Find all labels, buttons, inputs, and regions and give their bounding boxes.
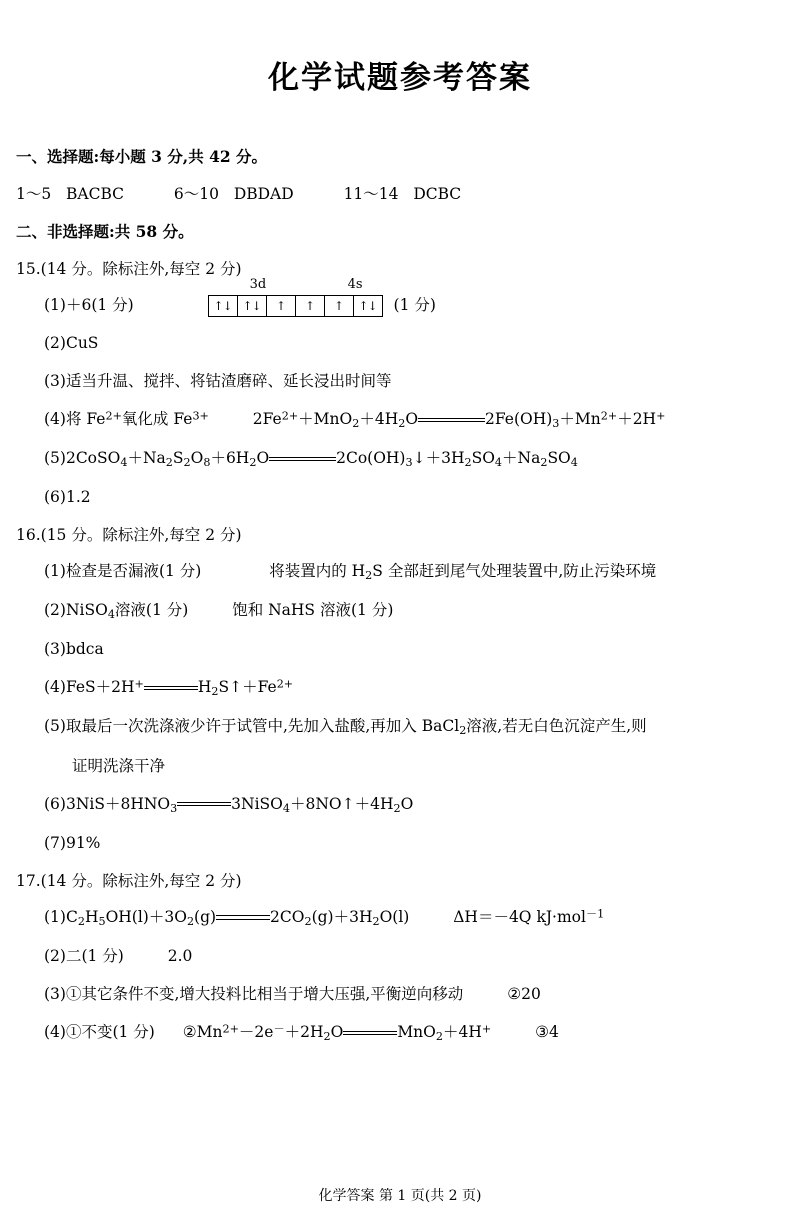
equation-double-bar bbox=[269, 446, 336, 470]
q16-p6d: O bbox=[400, 794, 414, 813]
answer-sheet-page bbox=[0, 52, 800, 1219]
equation-double-bar bbox=[144, 675, 198, 699]
mcq-range-3: 11～14 bbox=[343, 185, 399, 204]
q15-p5-na: ＋Na bbox=[127, 449, 166, 468]
q16-part-7 bbox=[16, 831, 776, 855]
orbital-cell: ↑ bbox=[267, 296, 296, 316]
q15-p4-eq-mn: ＋Mn bbox=[559, 410, 601, 429]
mcq-letters-2: DBDAD bbox=[233, 185, 294, 204]
equation-double-bar bbox=[418, 407, 485, 431]
q17-p2a: (2)二(1 分) bbox=[44, 946, 124, 965]
mcq-range-1: 1～5 bbox=[16, 185, 52, 204]
q15-p4b: 氧化成 Fe bbox=[121, 410, 193, 429]
q16-p2a: (2)NiSO bbox=[44, 601, 108, 620]
q16-part-1: (1)检查是否漏液(1 分) 将装置内的 $H_2S$ 全部赶到尾气处理装置中,防止污染环境 bbox=[44, 562, 657, 583]
precipitate-arrow-icon: ↓ bbox=[412, 449, 426, 468]
q16-part-6: $(6)3NiS+8HNO_3$ $3NiSO_4+8NO↑+4H_2O$ bbox=[16, 792, 776, 817]
orbital-cell: ↑↓ bbox=[358, 299, 377, 314]
orbital-diagram bbox=[208, 276, 383, 317]
q15-p4-eq-water: ＋4H bbox=[359, 410, 399, 429]
q17-part-1: $(1)C_2H_5OH(l)+3O_2(g)$ $2CO_2(g)+3H_2O(l)$ ΔH＝－4Q kJ·mol$^{-1}$ bbox=[16, 905, 776, 930]
q15-p5-h2so4: ＋3H bbox=[425, 449, 465, 468]
q15-part-3 bbox=[16, 369, 776, 393]
q16-p4a: (4)FeS＋2H bbox=[44, 678, 135, 697]
q16-part-2: (2)NiSO$_4$溶液(1 分) 饱和 NaHS 溶液(1 分) bbox=[44, 601, 394, 622]
q17-p1c: OH(l)＋3O bbox=[105, 907, 187, 926]
orbital-label-3d: 3d bbox=[249, 276, 267, 292]
question-16-heading: 16.(15 分。除标注外,每空 2 分) bbox=[16, 526, 242, 545]
mcq-answer-row bbox=[16, 182, 776, 206]
q15-p5-o: O bbox=[190, 449, 204, 468]
q15-part-1 bbox=[16, 276, 776, 317]
q17-p1d: (g) bbox=[194, 907, 217, 926]
q16-p6b: 3NiSO bbox=[231, 794, 283, 813]
q17-part-4: (4)①不变(1 分) $②Mn^{2+}-2e^-+2H_2O$ MnO$_2$＋4H+ ③4 bbox=[16, 1020, 776, 1045]
q17-p1i: －1 bbox=[585, 906, 605, 920]
q17-p3b: ②20 bbox=[507, 984, 541, 1003]
q15-p3-text: (3)适当升温、搅拌、将钴渣磨碎、延长浸出时间等 bbox=[44, 372, 392, 391]
q17-p4f: MnO bbox=[397, 1022, 436, 1041]
q16-p2c: 饱和 NaHS 溶液(1 分) bbox=[232, 601, 394, 620]
q16-p2b: 溶液(1 分) bbox=[114, 601, 189, 620]
q15-p5-s: S bbox=[172, 449, 184, 468]
orbital-boxes bbox=[208, 295, 383, 317]
q15-p5-na2so4: ＋Na bbox=[502, 449, 541, 468]
q15-p4-eq-right: 2Fe(OH) bbox=[485, 410, 553, 429]
q16-p3-text: (3)bdca bbox=[44, 640, 104, 659]
question-17-heading: 17.(14 分。除标注外,每空 2 分) bbox=[16, 871, 242, 890]
q15-part-4: (4)将 $Fe^{2+}$氧化成 $Fe^{3+}$ $2Fe^{2+}+MnO_2+4H_2O$ $2Fe(OH)_3+Mn^{2+}+2H^+$ bbox=[16, 407, 776, 432]
orbital-cell: ↑ bbox=[325, 296, 354, 316]
q15-p1-prefix: (1)＋6(1 分) bbox=[44, 296, 134, 315]
q17-p4e: O bbox=[330, 1022, 344, 1041]
q16-p1c: S 全部赶到尾气处理装置中,防止污染环境 bbox=[372, 562, 657, 581]
q15-p5-left: (5)2CoSO bbox=[44, 449, 121, 468]
q15-p4-eq-h: ＋2H bbox=[617, 410, 657, 429]
q16-p6a: (6)3NiS＋8HNO bbox=[44, 794, 171, 813]
q16-p1b: 将装置内的 H bbox=[269, 562, 366, 581]
q15-p5-right: 2Co(OH) bbox=[336, 449, 406, 468]
q17-part-2 bbox=[16, 944, 776, 968]
orbital-cell: ↑ bbox=[296, 296, 325, 316]
mcq-letters-3: DCBC bbox=[413, 185, 462, 204]
page-footer: 化学答案 第 1 页(共 2 页) bbox=[318, 1188, 482, 1204]
q15-p5-so4: SO bbox=[471, 449, 495, 468]
equation-double-bar bbox=[343, 1020, 397, 1044]
question-15-heading: 15.(14 分。除标注外,每空 2 分) bbox=[16, 260, 242, 279]
q17-p4b: ②Mn bbox=[182, 1022, 223, 1041]
q17-p1a: (1)C bbox=[44, 907, 78, 926]
q17-p1b: H bbox=[84, 907, 99, 926]
q16-part-4: (4)FeS＋2H+ $H_2S↑+Fe^{2+}$ bbox=[16, 675, 776, 700]
section-2-heading: 二、非选择题:共 58 分。 bbox=[16, 222, 194, 242]
q17-p1e: 2CO bbox=[270, 907, 305, 926]
orbital-cell: ↑↓ bbox=[209, 296, 238, 316]
q16-part-3 bbox=[16, 637, 776, 661]
equation-double-bar bbox=[216, 905, 270, 929]
q17-p4c: －2e bbox=[238, 1022, 274, 1041]
orbital-label-4s: 4s bbox=[347, 276, 363, 292]
q17-p4h: ③4 bbox=[535, 1022, 559, 1041]
q17-p1g: O(l) bbox=[379, 907, 410, 926]
q17-p1f: (g)＋3H bbox=[311, 907, 373, 926]
answer-body bbox=[0, 145, 800, 1045]
q16-p1a: (1)检查是否漏液(1 分) bbox=[44, 562, 202, 581]
q15-p4-eq-o: O bbox=[405, 410, 419, 429]
q15-p5-water: ＋6H bbox=[210, 449, 250, 468]
q16-p4c: S↑＋Fe bbox=[218, 678, 277, 697]
q15-p1-suffix: (1 分) bbox=[393, 296, 436, 315]
section-1-heading: 一、选择题:每小题 3 分,共 42 分。 bbox=[16, 147, 268, 166]
q17-part-3 bbox=[16, 982, 776, 1006]
q16-p6c: ＋8NO↑＋4H bbox=[290, 794, 394, 813]
q16-p5a: (5)取最后一次洗涤液少许于试管中,先加入盐酸,再加入 BaCl bbox=[44, 717, 460, 736]
q17-p2b: 2.0 bbox=[167, 946, 193, 965]
q15-p2-text: (2)CuS bbox=[44, 334, 99, 353]
orbital-cell: ↑↓ bbox=[238, 296, 267, 316]
q16-part-5: (5)取最后一次洗涤液少许于试管中,先加入盐酸,再加入 BaCl$_2$溶液,若无白色沉淀产生,则 bbox=[44, 717, 647, 738]
q16-p5c: 证明洗涤干净 bbox=[72, 756, 166, 775]
q15-p5-o2: O bbox=[256, 449, 270, 468]
q17-p4d: ＋2H bbox=[284, 1022, 324, 1041]
q17-p4g: ＋4H bbox=[442, 1022, 482, 1041]
q16-p4b: H bbox=[197, 678, 212, 697]
q16-part-5-cont bbox=[16, 754, 776, 778]
q15-p6-text: (6)1.2 bbox=[44, 488, 91, 507]
q15-p5-so4b: SO bbox=[547, 449, 571, 468]
equation-double-bar bbox=[177, 792, 231, 816]
q17-p3a: (3)①其它条件不变,增大投料比相当于增大压强,平衡逆向移动 bbox=[44, 984, 464, 1003]
q17-p4a: (4)①不变(1 分) bbox=[44, 1022, 155, 1041]
q15-part-2 bbox=[16, 331, 776, 355]
q16-p5b: 溶液,若无白色沉淀产生,则 bbox=[466, 717, 647, 736]
mcq-letters-1: BACBC bbox=[66, 185, 125, 204]
q15-part-6 bbox=[16, 485, 776, 509]
q15-part-5: $(5)2CoSO_4+Na_2S_2O_8+6H_2O$ $2Co(OH)_3↓+3H_2SO_4+Na_2SO_4$ bbox=[16, 446, 776, 471]
q15-p4a: (4)将 Fe bbox=[44, 410, 106, 429]
page-title: 化学试题参考答案 bbox=[268, 60, 532, 96]
q16-p7-text: (7)91% bbox=[44, 833, 101, 852]
q15-p4-eq-mid: ＋MnO bbox=[298, 410, 353, 429]
q17-p1h: ΔH＝－4Q kJ·mol bbox=[453, 907, 586, 926]
q15-p4-eq-left: 2Fe bbox=[252, 410, 282, 429]
mcq-range-2: 6～10 bbox=[173, 185, 219, 204]
